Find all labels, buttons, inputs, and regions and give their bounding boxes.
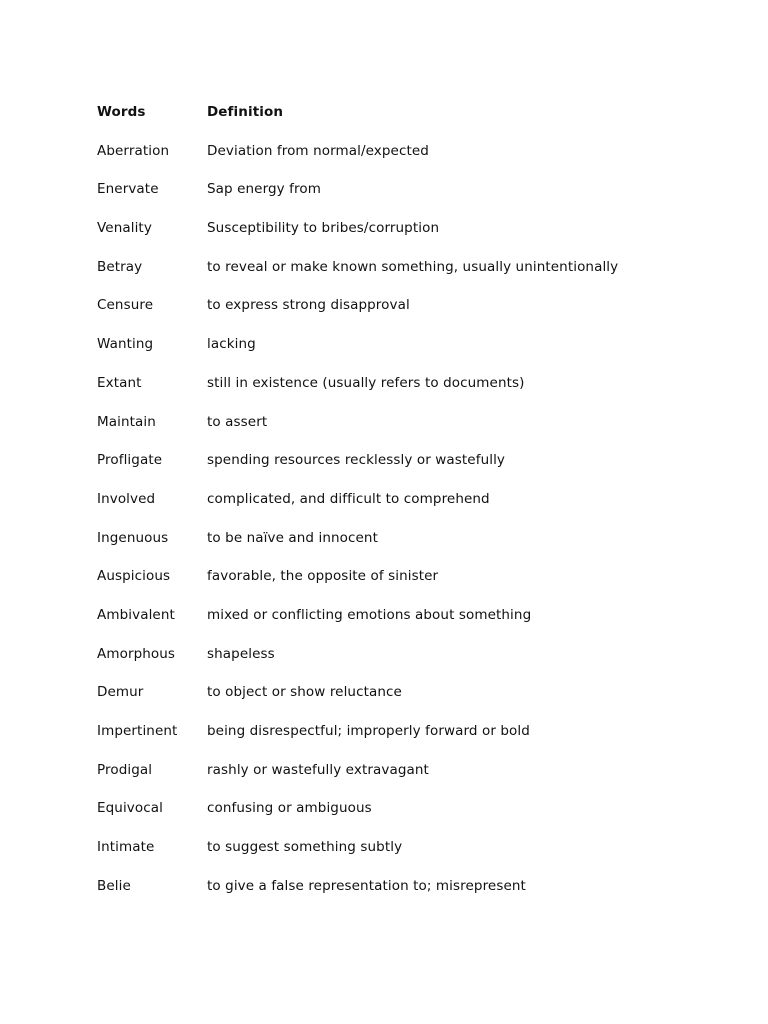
word-cell: Ingenuous bbox=[97, 529, 169, 546]
definition-column-header: Definition bbox=[207, 104, 284, 120]
definition-cell: to object or show reluctance bbox=[207, 684, 402, 701]
table-row bbox=[97, 798, 717, 837]
word-cell: Venality bbox=[97, 220, 152, 237]
table-row bbox=[97, 450, 717, 489]
word-cell: Betray bbox=[97, 258, 143, 275]
table-row bbox=[97, 257, 717, 296]
definition-cell: to express strong disapproval bbox=[207, 297, 410, 314]
word-cell: Auspicious bbox=[97, 568, 171, 585]
table-row bbox=[97, 837, 717, 876]
table-row bbox=[97, 295, 717, 334]
table-row bbox=[97, 218, 717, 257]
table-row bbox=[97, 141, 717, 180]
definition-cell: to suggest something subtly bbox=[207, 839, 403, 856]
definition-cell: shapeless bbox=[207, 645, 275, 662]
table-row bbox=[97, 721, 717, 760]
definition-cell: Deviation from normal/expected bbox=[207, 142, 429, 159]
definition-cell: confusing or ambiguous bbox=[207, 800, 372, 817]
definition-cell: spending resources recklessly or wastefully bbox=[207, 452, 506, 469]
definition-cell: mixed or conflicting emotions about something bbox=[207, 606, 532, 623]
table-row bbox=[97, 528, 717, 567]
definition-cell: still in existence (usually refers to documents) bbox=[207, 374, 525, 391]
word-cell: Involved bbox=[97, 490, 156, 507]
table-row bbox=[97, 489, 717, 528]
word-cell: Intimate bbox=[97, 839, 155, 856]
word-cell: Equivocal bbox=[97, 800, 164, 817]
word-cell: Censure bbox=[97, 297, 154, 314]
table-row bbox=[97, 644, 717, 683]
word-cell: Extant bbox=[97, 374, 142, 391]
table-row bbox=[97, 605, 717, 644]
definition-cell: to reveal or make known something, usually unintentionally bbox=[207, 258, 619, 275]
word-cell: Amorphous bbox=[97, 645, 176, 662]
word-cell: Wanting bbox=[97, 336, 154, 353]
definition-cell: Susceptibility to bribes/corruption bbox=[207, 220, 440, 237]
word-cell: Enervate bbox=[97, 181, 159, 198]
definition-cell: rashly or wastefully extravagant bbox=[207, 761, 429, 778]
table-row bbox=[97, 373, 717, 412]
word-cell: Ambivalent bbox=[97, 606, 175, 623]
definition-cell: lacking bbox=[207, 336, 256, 353]
definition-cell: to give a false representation to; misrepresent bbox=[207, 877, 526, 894]
vocabulary-table bbox=[97, 102, 717, 914]
table-row bbox=[97, 334, 717, 373]
table-row bbox=[97, 566, 717, 605]
word-cell: Prodigal bbox=[97, 761, 153, 778]
definition-cell: to assert bbox=[207, 413, 268, 430]
word-cell: Belie bbox=[97, 877, 131, 894]
word-cell: Profligate bbox=[97, 452, 163, 469]
table-row bbox=[97, 412, 717, 451]
words-column-header: Words bbox=[97, 104, 146, 120]
word-cell: Maintain bbox=[97, 413, 156, 430]
table-row bbox=[97, 682, 717, 721]
definition-cell: Sap energy from bbox=[207, 181, 321, 198]
definition-cell: to be naïve and innocent bbox=[207, 529, 378, 546]
table-header-row bbox=[97, 102, 717, 141]
table-row bbox=[97, 760, 717, 799]
table-row bbox=[97, 179, 717, 218]
word-cell: Demur bbox=[97, 684, 144, 701]
definition-cell: complicated, and difficult to comprehend bbox=[207, 490, 490, 507]
word-cell: Impertinent bbox=[97, 723, 178, 739]
word-cell: Aberration bbox=[97, 142, 170, 159]
definition-cell: favorable, the opposite of sinister bbox=[207, 568, 439, 585]
table-row bbox=[97, 876, 717, 915]
definition-cell: being disrespectful; improperly forward or bold bbox=[207, 723, 530, 739]
